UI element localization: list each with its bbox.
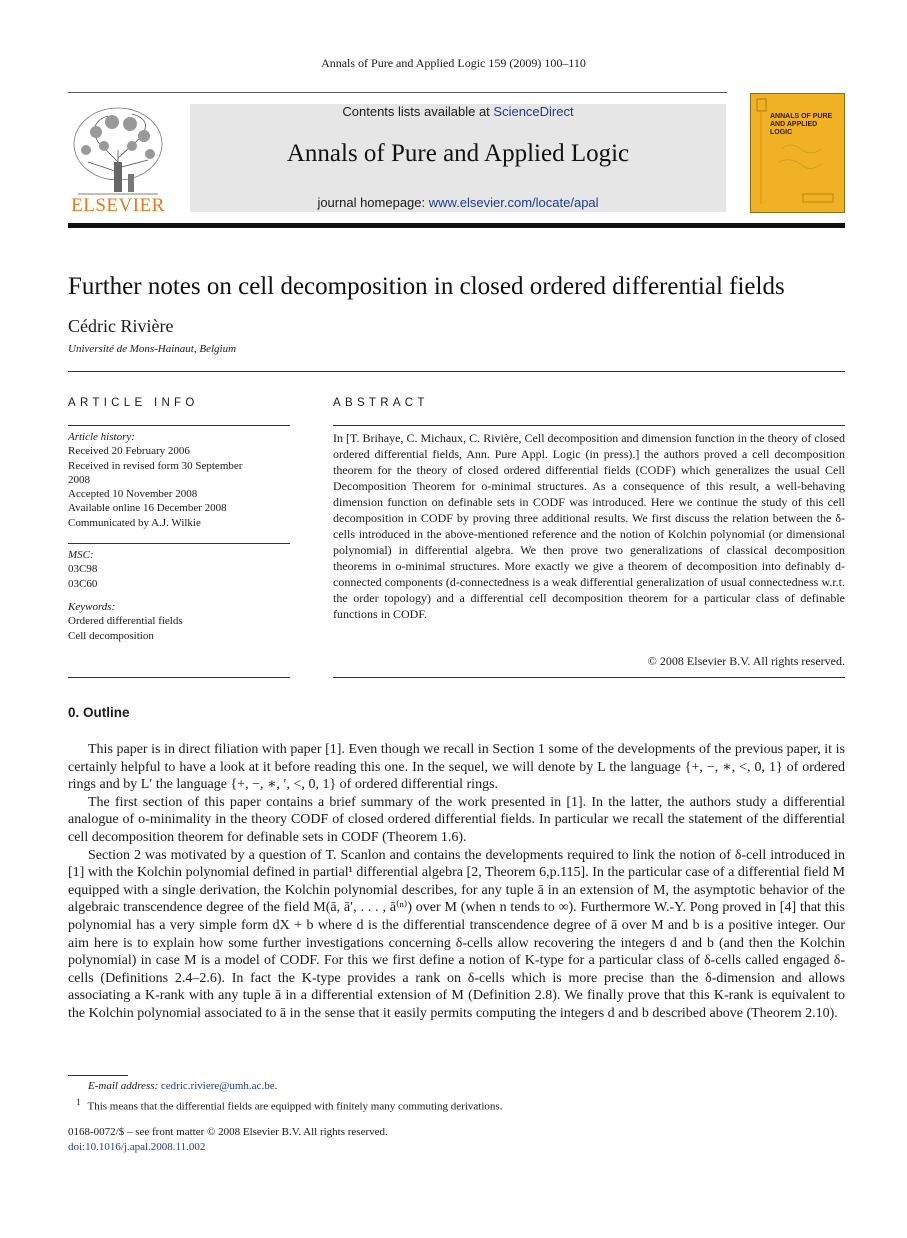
article-author: Cédric Rivière (68, 316, 174, 336)
front-matter: 0168-0072/$ – see front matter © 2008 Elsevier B.V. All rights reserved. (68, 1126, 388, 1138)
history-item: Communicated by A.J. Wilkie (68, 516, 201, 529)
keyword: Ordered differential fields (68, 615, 183, 628)
msc-codes (68, 548, 293, 591)
email-footnote (88, 1080, 277, 1092)
article-info-rule-top (68, 425, 290, 426)
header-rule (68, 92, 727, 93)
history-item: Received 20 February 2006 (68, 445, 190, 458)
paragraph: The first section of this paper contains a brief summary of the work presented in [1]. In the latter, the authors study a differential analogue of o-minimality in the theory CODF of closed ordered differential fields. In particular we recall the statement of the differential cell decomposition theorem for definable sets in CODF (Theorem 1.6). (68, 794, 845, 845)
msc-code: 03C60 (68, 577, 98, 590)
footnote-number: 1 (76, 1097, 81, 1107)
email-label: E-mail address: (88, 1080, 161, 1092)
history-item: Accepted 10 November 2008 (68, 488, 198, 501)
article-info-heading: ARTICLE INFO (68, 397, 199, 409)
journal-citation: Annals of Pure and Applied Logic 159 (2009) 100–110 (321, 56, 586, 70)
publisher-wordmark: ELSEVIER (71, 195, 165, 216)
cover-title: ANNALS OF PURE AND APPLIED LOGIC (770, 113, 833, 136)
footnote-rule (68, 1075, 128, 1076)
abstract-heading: ABSTRACT (333, 397, 429, 409)
section-body (68, 741, 845, 1023)
abstract-rule-top (333, 425, 845, 426)
history-item: Received in revised form 30 September (68, 459, 243, 472)
msc-label: MSC: (68, 549, 94, 561)
journal-homepage-link[interactable]: www.elsevier.com/locate/apal (428, 195, 599, 210)
header-thick-rule (68, 223, 845, 228)
abstract-rule-bottom (333, 677, 845, 678)
journal-cover (750, 93, 845, 213)
history-item: Available online 16 December 2008 (68, 502, 227, 515)
homepage-line (190, 195, 726, 210)
keywords-label: Keywords: (68, 601, 116, 613)
author-email-link[interactable]: cedric.riviere@umh.ac.be (160, 1080, 275, 1092)
journal-name: Annals of Pure and Applied Logic (286, 140, 630, 167)
keyword: Cell decomposition (68, 629, 154, 642)
paragraph: Section 2 was motivated by a question of T. Scanlon and contains the developments required to link the notion of δ-cell introduced in [1] with the Kolchin polynomial defined in partial¹ differential algebra [2, Theorem 6,p.115]. In the particular case of a differential field M equipped with a single derivation, the Kolchin polynomial describes, for any tuple ā in an extension of M, the asymptotic behavior of the algebraic transcendence degree of the field M(ā, ā′, . . . , ā⁽ⁿ⁾) over M (when n tends to ∞). Furthermore W.-Y. Pong proved in [4] that this polynomial has a very simple form dX + b where d is the differential transcendence degree of ā over M and b is a positive integer. Our aim here is to explain how some further investigations concerning δ-cells allow recovering the integers d and b (and then the Kolchin polynomial) in case M is a model of CODF. For this we first define a notion of K-type for a particular class of δ-cells called engaged δ-cells (Definitions 2.4–2.6). In fact the K-type provides a rank on δ-cells which is more precise than the δ-dimension and allows associating a K-rank with any tuple ā in a differential extension of M (Definition 2.8). We finally prove that this K-rank is equivalent to the Kolchin polynomial associated to ā in the sense that it easily permits computing the integers d and b described above (Theorem 2.10). (68, 847, 845, 1021)
keywords (68, 600, 293, 643)
cover-decoration (751, 94, 846, 214)
author-affiliation: Université de Mons-Hainaut, Belgium (68, 343, 237, 355)
footnote-text: This means that the differential fields are equipped with finitely many commuting derivations. (87, 1100, 503, 1113)
sciencedirect-link[interactable]: ScienceDirect (493, 104, 574, 119)
email-suffix: . (274, 1080, 278, 1092)
section-heading-outline: 0. Outline (68, 705, 130, 720)
article-title: Further notes on cell decomposition in closed ordered differential fields (68, 273, 785, 300)
abstract-copyright: © 2008 Elsevier B.V. All rights reserved. (647, 654, 845, 668)
contents-prefix: Contents lists available at (342, 104, 494, 119)
paragraph: This paper is in direct filiation with paper [1]. Even though we recall in Section 1 some of the developments of the previous paper, it is certainly helpful to have a look at it before reading this one. In the sequel, we will denote by L the language {+, −, ∗, <, 0, 1} of ordered rings and by L′ the language {+, −, ∗, ′, <, 0, 1} of ordered differential rings. (68, 742, 845, 793)
footnote-1 (76, 1097, 502, 1113)
article-info-rule-mid1 (68, 543, 290, 544)
title-rule (68, 371, 845, 372)
abstract-text: In [T. Brihaye, C. Michaux, C. Rivière, Cell decomposition and dimension function in the theory of closed ordered differential fields, Ann. Pure Appl. Logic (in press).] the authors proved a cell decomposition theorem for the theory of closed ordered differential fields (CODF) which generalizes the usual Cell Decomposition Theorem for o-minimal structures. As a consequence of this result, a well-behaving dimension function on definable sets in CODF was introduced. Here we continue the study of this cell decomposition in CODF by proving three additional results. We first discuss the relation between the δ-cells introduced in the above-mentioned reference and the notion of Kolchin polynomial (or dimensional polynomial) in differential algebra. We then prove two generalizations of classical decomposition theorems in o-minimal structures. More exactly we give a theorem of decomposition into definably d-connected components (d-connectedness is a weak differential generalization of usual connectedness w.r.t. the order topology) and a differential cell decomposition theorem for a particular class of definable functions in CODF. (333, 431, 845, 621)
homepage-prefix: journal homepage: (317, 195, 429, 210)
doi-link[interactable]: doi:10.1016/j.apal.2008.11.002 (68, 1141, 206, 1153)
contents-line (190, 104, 726, 119)
article-info-rule-bottom (68, 677, 290, 678)
article-history (68, 430, 293, 530)
msc-code: 03C98 (68, 563, 98, 576)
history-item: 2008 (68, 473, 90, 486)
history-label: Article history: (68, 431, 135, 443)
